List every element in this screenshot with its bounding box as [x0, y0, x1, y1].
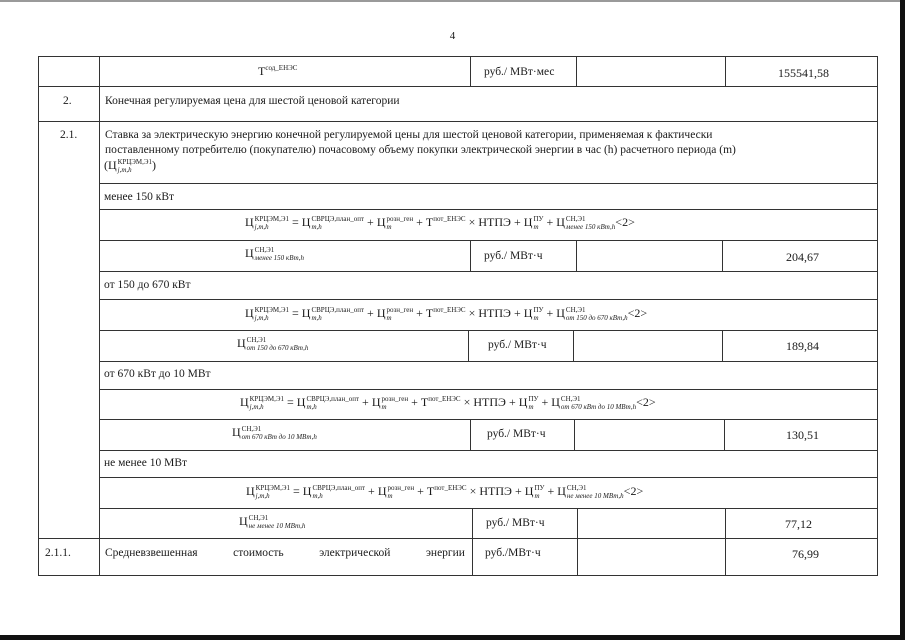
band3-value: 130,51: [786, 428, 819, 442]
band4-value: 77,12: [785, 517, 812, 531]
row211-value: 76,99: [792, 547, 819, 561]
row211-word-3: электрической: [319, 547, 391, 559]
page-number: 4: [449, 30, 456, 42]
top-value: 155541,58: [778, 66, 829, 80]
row211-word-1: Средневзвешенная: [105, 547, 198, 559]
band4-unit: руб./ МВт·ч: [486, 517, 545, 529]
band3-label: от 670 кВт до 10 МВт: [104, 368, 211, 380]
section2-text: Конечная регулируемая цена для шестой ценовой категории: [105, 95, 400, 107]
band3-formula: ЦКРЦЭМ,Э1 j,m,h = ЦСВРЦЭ,план_опт m,h + Црозн_ген $m + Т^{пот\_ЕНЭС}$ × НТПЭ + ЦПУ m + ЦСН,Э1 от 670 кВт до 10 МВт,h<2>: [240, 395, 656, 412]
band4-symbol: ЦСН,Э1 не менее 10 МВт,h: [239, 514, 306, 531]
row211-word-2: стоимость: [233, 547, 284, 559]
band2-value: 189,84: [786, 339, 819, 353]
row211-text: [105, 547, 465, 559]
section21-line1: Ставка за электрическую энергию конечной регулируемой цены для шестой ценовой категории, применяемая к фактически: [105, 129, 713, 141]
band2-symbol: ЦСН,Э1 от 150 до 670 кВт,h: [237, 336, 309, 353]
band3-symbol: ЦСН,Э1 от 670 кВт до 10 МВт,h: [232, 425, 317, 442]
band2-formula: ЦКРЦЭМ,Э1 j,m,h = ЦСВРЦЭ,план_опт m,h + Црозн_ген $m + Т^{пот\_ЕНЭС}$ × НТПЭ + ЦПУ m + ЦСН,Э1 от 150 до 670 кВт,h<2>: [245, 306, 648, 323]
band4-formula: ЦКРЦЭМ,Э1 j,m,h = ЦСВРЦЭ,план_опт m,h + Црозн_ген $m + Т^{пот\_ЕНЭС}$ × НТПЭ + ЦПУ m + ЦСН,Э1 не менее 10 МВт,h<2>: [246, 484, 644, 501]
band1-label: менее 150 кВт: [104, 191, 175, 203]
section21-symbol: (ЦКРЦЭМ,Э1 j,m,h ): [104, 158, 157, 175]
band1-value: 204,67: [786, 250, 819, 264]
section21-number: 2.1.: [60, 129, 78, 141]
scan-edge-top: [0, 0, 905, 2]
scan-edge-right: [900, 0, 905, 640]
row211-word-4: энергии: [425, 547, 465, 559]
band1-formula: ЦКРЦЭМ,Э1 j,m,h = ЦСВРЦЭ,план_опт m,h + Црозн_ген $m + Т^{пот\_ЕНЭС}$ × НТПЭ + ЦПУ m + ЦСН,Э1 менее 150 кВт,h<2>: [245, 215, 635, 232]
scan-edge-bottom: [0, 635, 905, 640]
section21-line2: поставленному потребителю (покупателю) почасовому объему покупки электрической энергии в час (h) расчетного периода (m): [105, 144, 736, 156]
band2-label: от 150 до 670 кВт: [104, 279, 191, 291]
band1-unit: руб./ МВт·ч: [484, 250, 543, 262]
row211-number: 2.1.1.: [45, 547, 71, 559]
band2-unit: руб./ МВт·ч: [488, 339, 547, 351]
section2-number: 2.: [63, 95, 72, 107]
band1-symbol: ЦСН,Э1 менее 150 кВт,h: [245, 246, 305, 263]
top-unit: руб./ МВт·мес: [484, 66, 555, 78]
band4-label: не менее 10 МВт: [104, 457, 188, 469]
band3-unit: руб./ МВт·ч: [487, 428, 546, 440]
top-symbol: $Т^{сод\_ЕНЭС}$: [258, 64, 298, 78]
row211-unit: руб./МВт·ч: [485, 547, 541, 559]
